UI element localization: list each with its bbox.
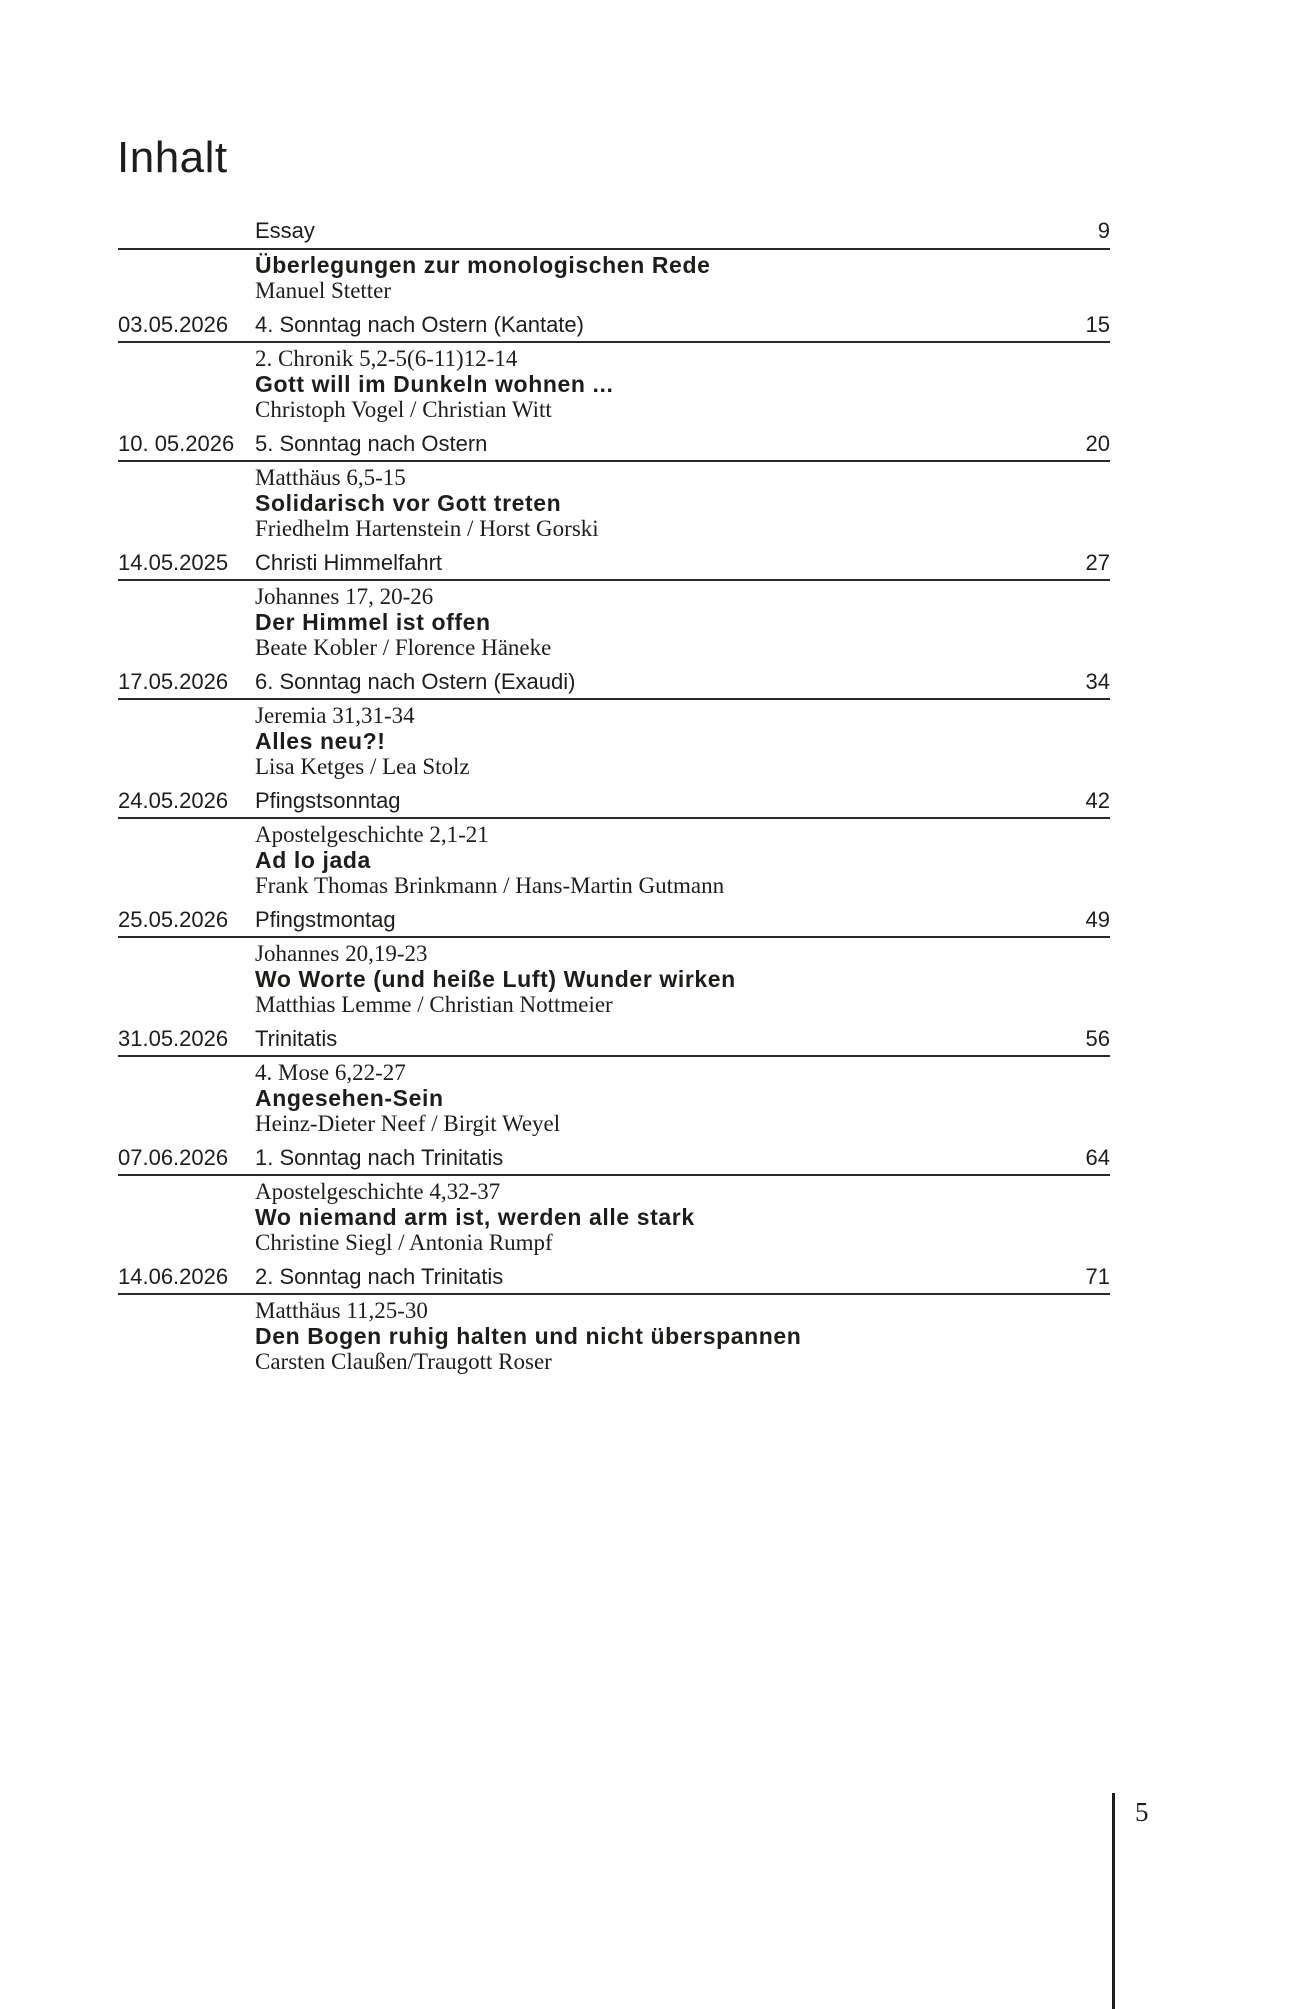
entry-date: 10. 05.2026 bbox=[118, 430, 235, 456]
toc-entry-body bbox=[255, 1295, 1110, 1375]
footer-divider-line bbox=[1112, 1793, 1115, 2009]
entry-page-number: 42 bbox=[1085, 787, 1110, 813]
sermon-title: Wo Worte (und heiße Luft) Wunder wirken bbox=[255, 965, 736, 992]
entry-date: 17.05.2026 bbox=[118, 668, 229, 694]
entry-heading: 6. Sonntag nach Ostern (Exaudi) bbox=[255, 668, 576, 694]
toc-entry-body bbox=[255, 343, 1110, 423]
toc-entry bbox=[118, 431, 1110, 542]
toc-entry-body bbox=[255, 1057, 1110, 1137]
toc-entry-head bbox=[118, 218, 1110, 250]
entry-date: 24.05.2026 bbox=[118, 787, 229, 813]
toc-entry-head bbox=[118, 1264, 1110, 1296]
sermon-title: Wo niemand arm ist, werden alle stark bbox=[255, 1203, 695, 1230]
toc-entry bbox=[118, 907, 1110, 1018]
toc-entry-body bbox=[255, 938, 1110, 1018]
entry-page-number: 56 bbox=[1085, 1025, 1110, 1051]
toc-entry bbox=[118, 1264, 1110, 1375]
toc-entry-body bbox=[255, 819, 1110, 899]
toc-entry bbox=[118, 550, 1110, 661]
entry-page-number: 27 bbox=[1085, 549, 1110, 575]
entry-date: 07.06.2026 bbox=[118, 1144, 229, 1170]
toc-entry-head bbox=[118, 1026, 1110, 1058]
entry-page-number: 64 bbox=[1085, 1144, 1110, 1170]
entry-page-number: 20 bbox=[1085, 430, 1110, 456]
scripture-reference: Jeremia 31,31-34 bbox=[255, 703, 415, 728]
entry-heading: Pfingstmontag bbox=[255, 906, 396, 932]
entry-page-number: 9 bbox=[1097, 218, 1110, 243]
sermon-title: Den Bogen ruhig halten und nicht überspannen bbox=[255, 1322, 802, 1349]
toc-entry-body bbox=[255, 700, 1110, 780]
sermon-title: Angesehen-Sein bbox=[255, 1084, 444, 1111]
entry-heading: 1. Sonntag nach Trinitatis bbox=[255, 1144, 504, 1170]
entry-heading: 4. Sonntag nach Ostern (Kantate) bbox=[255, 311, 584, 337]
entry-authors: Beate Kobler / Florence Häneke bbox=[255, 635, 552, 660]
sermon-title: Überlegungen zur monologischen Rede bbox=[255, 251, 711, 278]
entry-date: 25.05.2026 bbox=[118, 906, 229, 932]
entry-heading: 2. Sonntag nach Trinitatis bbox=[255, 1263, 504, 1289]
toc-entry-head bbox=[118, 431, 1110, 463]
scripture-reference: 2. Chronik 5,2-5(6-11)12-14 bbox=[255, 346, 518, 371]
toc-entry bbox=[118, 669, 1110, 780]
scripture-reference: 4. Mose 6,22-27 bbox=[255, 1060, 406, 1085]
toc-entry-head bbox=[118, 788, 1110, 820]
entry-page-number: 15 bbox=[1085, 311, 1110, 337]
entry-heading: Christi Himmelfahrt bbox=[255, 549, 443, 575]
entry-page-number: 49 bbox=[1085, 906, 1110, 932]
entry-date: 14.06.2026 bbox=[118, 1263, 229, 1289]
toc-entry-head bbox=[118, 669, 1110, 701]
entry-page-number: 34 bbox=[1085, 668, 1110, 694]
entry-authors: Lisa Ketges / Lea Stolz bbox=[255, 754, 470, 779]
entry-authors: Matthias Lemme / Christian Nottmeier bbox=[255, 992, 613, 1017]
toc-entry-head bbox=[118, 907, 1110, 939]
toc-entry-body bbox=[255, 1176, 1110, 1256]
sermon-title: Der Himmel ist offen bbox=[255, 608, 491, 635]
toc-entry-head bbox=[118, 550, 1110, 582]
sermon-title: Solidarisch vor Gott treten bbox=[255, 489, 562, 516]
toc-entry bbox=[118, 312, 1110, 423]
entry-heading: Pfingstsonntag bbox=[255, 787, 401, 813]
toc-entry-body bbox=[255, 581, 1110, 661]
scripture-reference: Johannes 20,19-23 bbox=[255, 941, 428, 966]
entry-page-number: 71 bbox=[1085, 1263, 1110, 1289]
entry-date: 03.05.2026 bbox=[118, 311, 229, 337]
scripture-reference: Apostelgeschichte 4,32-37 bbox=[255, 1179, 501, 1204]
toc-entry bbox=[118, 218, 1110, 304]
toc-entry bbox=[118, 1026, 1110, 1137]
page-title: Inhalt bbox=[117, 133, 228, 183]
entry-heading: Trinitatis bbox=[255, 1025, 338, 1051]
entry-authors: Friedhelm Hartenstein / Horst Gorski bbox=[255, 516, 599, 541]
scripture-reference: Matthäus 11,25-30 bbox=[255, 1298, 428, 1323]
footer-page-number: 5 bbox=[1135, 1797, 1149, 1827]
toc-entry bbox=[118, 788, 1110, 899]
entry-authors: Carsten Claußen/Traugott Roser bbox=[255, 1349, 552, 1374]
sermon-title: Gott will im Dunkeln wohnen ... bbox=[255, 370, 614, 397]
entry-authors: Christine Siegl / Antonia Rumpf bbox=[255, 1230, 553, 1255]
scripture-reference: Apostelgeschichte 2,1-21 bbox=[255, 822, 489, 847]
entry-heading: 5. Sonntag nach Ostern bbox=[255, 430, 488, 456]
scripture-reference: Matthäus 6,5-15 bbox=[255, 465, 406, 490]
toc-entry-head bbox=[118, 312, 1110, 344]
sermon-title: Alles neu?! bbox=[255, 727, 386, 754]
toc-entry-body bbox=[255, 250, 1110, 304]
entry-authors: Frank Thomas Brinkmann / Hans-Martin Gutmann bbox=[255, 873, 725, 898]
entry-authors: Christoph Vogel / Christian Witt bbox=[255, 397, 552, 422]
sermon-title: Ad lo jada bbox=[255, 846, 371, 873]
entry-authors: Heinz-Dieter Neef / Birgit Weyel bbox=[255, 1111, 561, 1136]
entry-date: 31.05.2026 bbox=[118, 1025, 229, 1051]
toc-entry bbox=[118, 1145, 1110, 1256]
toc-entry-body bbox=[255, 462, 1110, 542]
entry-authors: Manuel Stetter bbox=[255, 278, 392, 303]
toc-list bbox=[118, 218, 1110, 1383]
entry-heading: Essay bbox=[255, 218, 315, 243]
entry-date: 14.05.2025 bbox=[118, 549, 229, 575]
toc-entry-head bbox=[118, 1145, 1110, 1177]
scripture-reference: Johannes 17, 20-26 bbox=[255, 584, 434, 609]
